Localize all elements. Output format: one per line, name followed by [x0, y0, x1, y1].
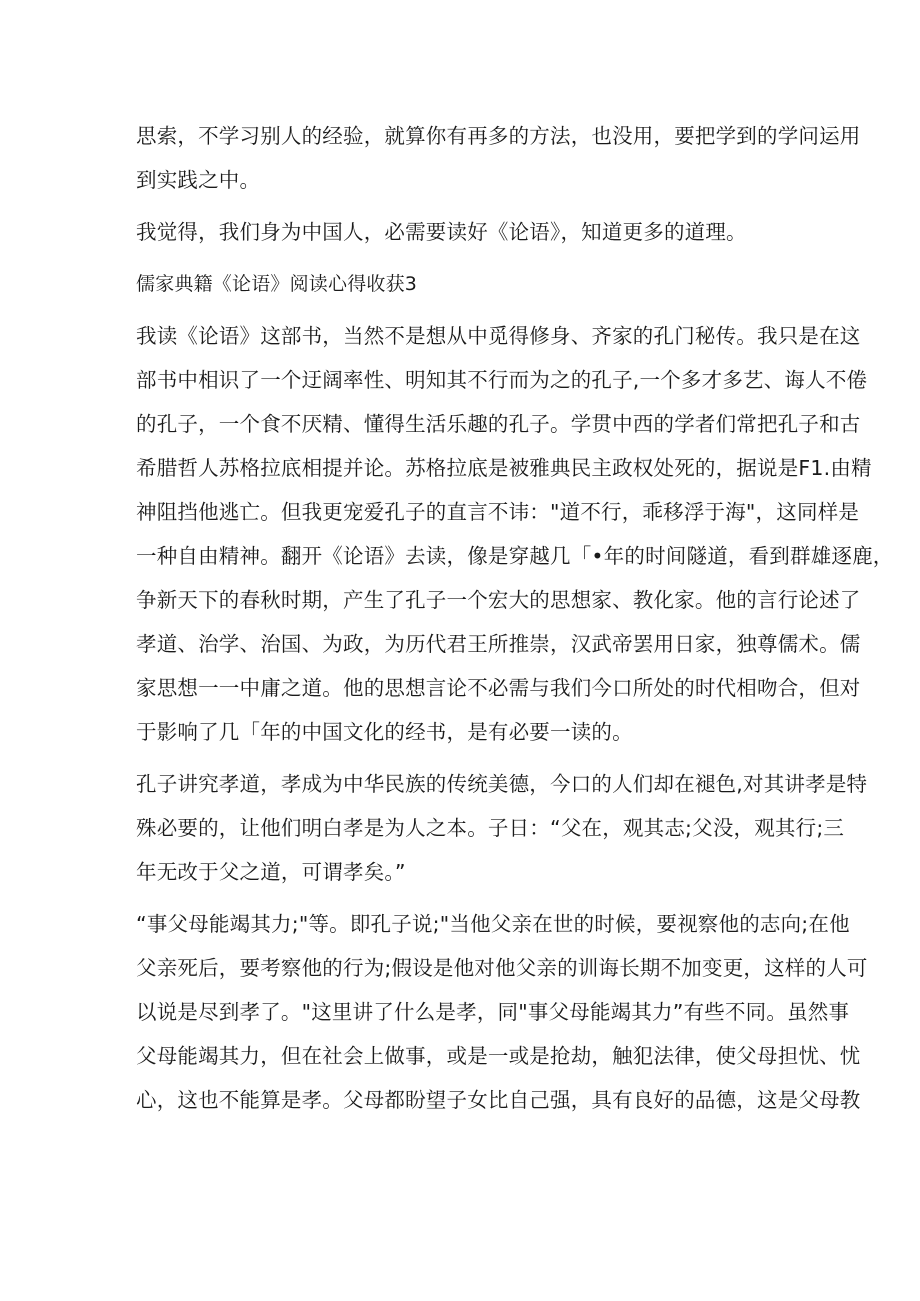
paragraph — [136, 114, 861, 202]
text-line: “事父母能竭其力;"等。即孔子说;"当他父亲在世的时候，要视察他的志向;在他 — [136, 912, 850, 936]
text-line: 家思想一一中庸之道。他的思想言论不必需与我们今口所处的时代相吻合，但对 — [136, 676, 861, 700]
text-line: 孝道、治学、治国、为政，为历代君王所推崇，汉武帝罢用日家，独尊儒术。儒 — [136, 632, 861, 656]
text-line: 我觉得，我们身为中国人，必需要读好《论语》，知道更多的道理。 — [136, 220, 747, 244]
text-line: 神阻挡他逃亡。但我更宠爱孔子的直言不讳："道不行，乖移浮于海"，这同样是 — [136, 500, 860, 524]
text-line: 年无改于父之道，可谓孝矣。” — [136, 860, 406, 884]
text-line: 父亲死后，要考察他的行为;假设是他对他父亲的训诲长期不加变更，这样的人可 — [136, 956, 868, 980]
text-line: 心，这也不能算是孝。父母都盼望子女比自己强，具有良好的品德，这是父母教 — [136, 1088, 861, 1112]
paragraph — [136, 762, 868, 894]
text-line: 父母能竭其力，但在社会上做事，或是一或是抢劫，触犯法律，使父母担忧、忧 — [136, 1044, 861, 1068]
heading-text: 儒家典籍《论语》阅读心得收获3 — [136, 273, 418, 295]
text-line: 到实践之中。 — [136, 168, 261, 192]
paragraph — [136, 902, 868, 1122]
paragraph — [136, 210, 796, 254]
text-line: 部书中相识了一个迂阔率性、明知其不行而为之的孔子,一个多才多艺、诲人不倦 — [136, 368, 868, 392]
text-line: 的孔子，一个食不厌精、懂得生活乐趣的孔子。学贯中西的学者们常把孔子和古 — [136, 412, 861, 436]
text-line: 孔子讲究孝道，孝成为中华民族的传统美德，今口的人们却在褪色,对其讲孝是特 — [136, 772, 868, 796]
text-line: 思索，不学习别人的经验，就算你有再多的方法，也没用，要把学到的学问运用 — [136, 124, 861, 148]
document-body — [136, 114, 894, 1122]
text-line: 殊必要的，让他们明白孝是为人之本。子日：“父在，观其志;父没，观其行;三 — [136, 816, 845, 840]
text-line: 争新天下的春秋时期，产生了孔子一个宏大的思想家、教化家。他的言行论述了 — [136, 588, 861, 612]
text-line: 一种自由精神。翻开《论语》去读，像是穿越几「•年的时间隧道，看到群雄逐鹿， — [136, 544, 894, 568]
text-line: 以说是尽到孝了。"这里讲了什么是孝，同"事父母能竭其力”有些不同。虽然事 — [136, 1000, 850, 1024]
text-line: 我读《论语》这部书，当然不是想从中觅得修身、齐家的孔门秘传。我只是在这 — [136, 324, 861, 348]
section-heading — [136, 262, 796, 306]
paragraph — [136, 314, 894, 754]
text-line: 希腊哲人苏格拉底相提并论。苏格拉底是被雅典民主政权处死的，据说是F1.由精 — [136, 456, 872, 480]
text-line: 于影响了几「年的中国文化的经书，是有必要一读的。 — [136, 720, 633, 744]
